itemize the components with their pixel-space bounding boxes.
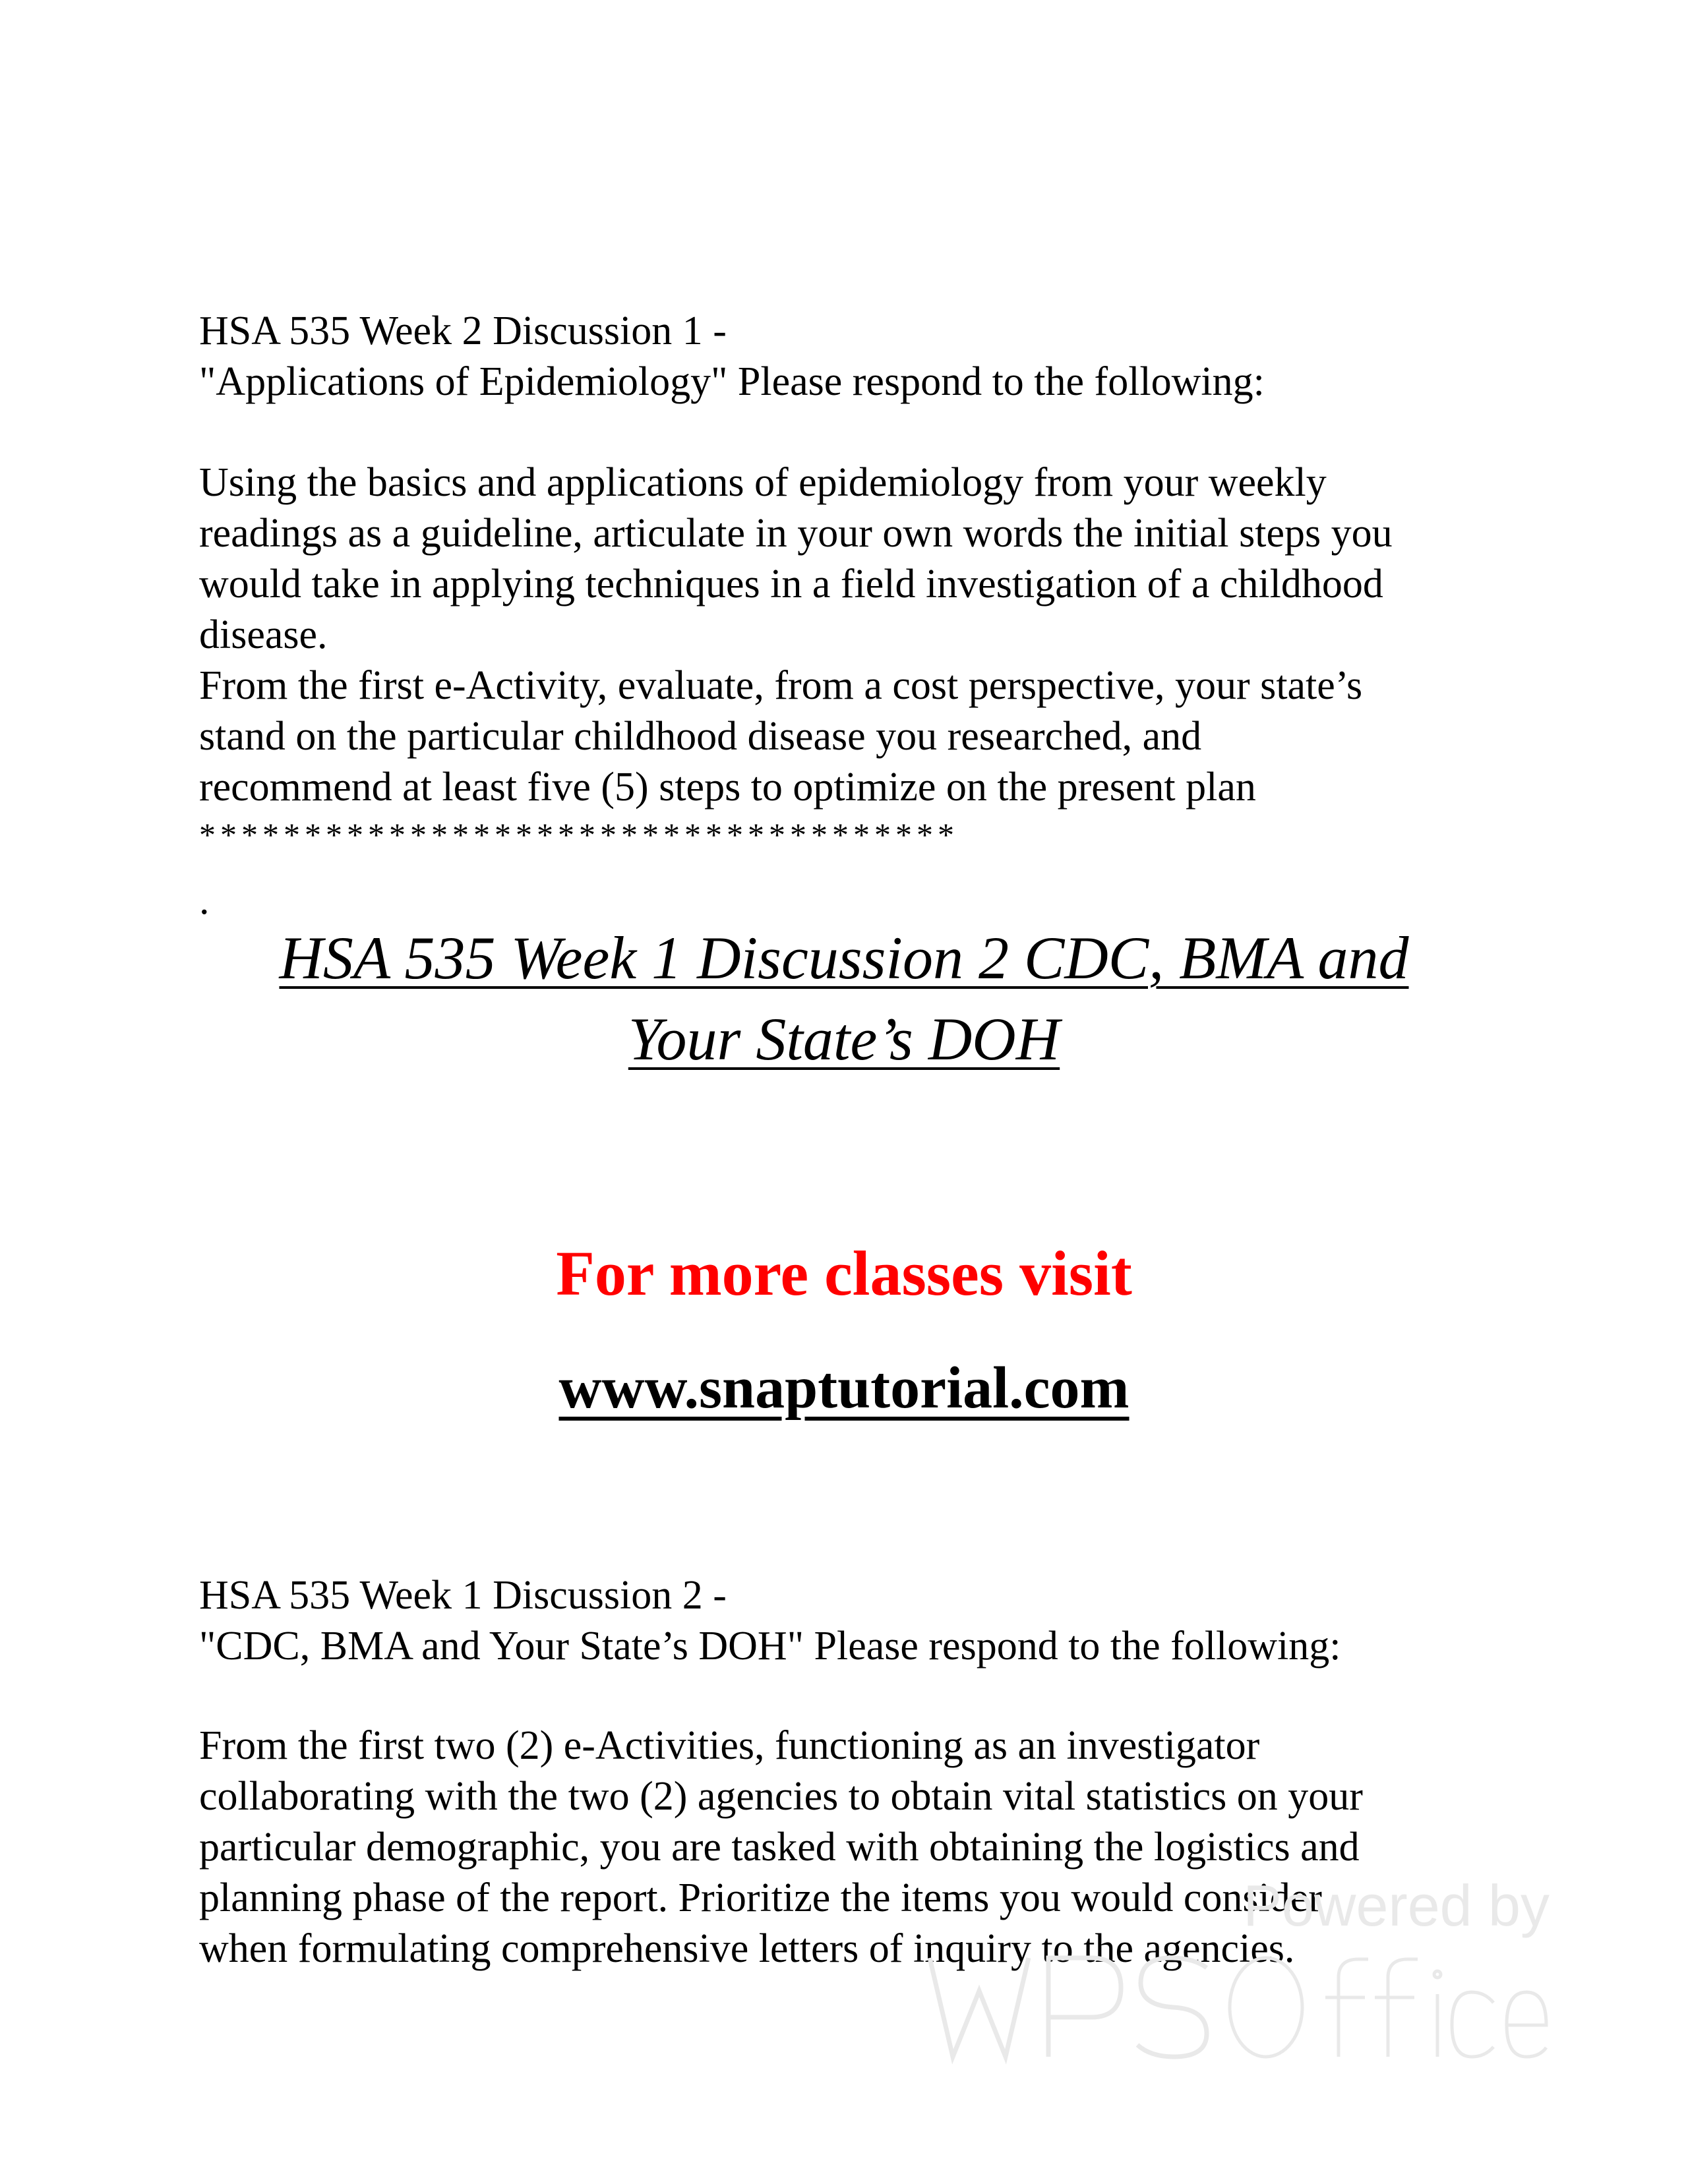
section2-body-line: From the first two (2) e-Activities, functioning as an investigator bbox=[199, 1723, 1260, 1768]
section1-body-line: Using the basics and applications of epidemiology from your weekly bbox=[199, 460, 1327, 505]
promo-visit-text: For more classes visit bbox=[556, 1238, 1132, 1309]
promo-url-text[interactable]: www.snaptutorial.com bbox=[558, 1355, 1130, 1421]
heading-line-2 bbox=[0, 999, 1688, 1078]
section2-title: HSA 535 Week 1 Discussion 2 - bbox=[199, 1573, 727, 1618]
section1-body-line: would take in applying techniques in a field investigation of a childhood bbox=[199, 562, 1383, 606]
promo-url-link[interactable] bbox=[0, 1349, 1688, 1428]
section1-title: HSA 535 Week 2 Discussion 1 - bbox=[199, 309, 727, 353]
section1-body-line: stand on the particular childhood disease you researched, and bbox=[199, 714, 1202, 759]
separator-dot: . bbox=[199, 878, 210, 923]
section2-prompt: "CDC, BMA and Your State’s DOH" Please respond to the following: bbox=[199, 1624, 1341, 1668]
section2-body-line: planning phase of the report. Prioritize the items you would consider bbox=[199, 1875, 1322, 1920]
heading-line-1 bbox=[0, 918, 1688, 997]
section1-body-line: disease. bbox=[199, 612, 328, 657]
section2-body-line: collaborating with the two (2) agencies to obtain vital statistics on your bbox=[199, 1774, 1363, 1819]
section1-body-line: recommend at least five (5) steps to optimize on the present plan bbox=[199, 765, 1256, 810]
section1-body-line: readings as a guideline, articulate in your own words the initial steps you bbox=[199, 511, 1393, 556]
heading-line-1-text: HSA 535 Week 1 Discussion 2 CDC, BMA and bbox=[279, 924, 1409, 991]
watermark-powered-text: Powered by bbox=[1243, 1873, 1550, 1938]
section2-body-line: particular demographic, you are tasked with obtaining the logistics and bbox=[199, 1825, 1360, 1870]
section2-body-line: when formulating comprehensive letters of inquiry to the agencies. bbox=[199, 1926, 1295, 1971]
section1-body-line: From the first e-Activity, evaluate, from a cost perspective, your state’s bbox=[199, 663, 1363, 708]
heading-line-2-text: Your State’s DOH bbox=[628, 1005, 1060, 1073]
separator-stars: ************************************ bbox=[199, 816, 959, 853]
section1-prompt: "Applications of Epidemiology" Please respond to the following: bbox=[199, 359, 1265, 404]
